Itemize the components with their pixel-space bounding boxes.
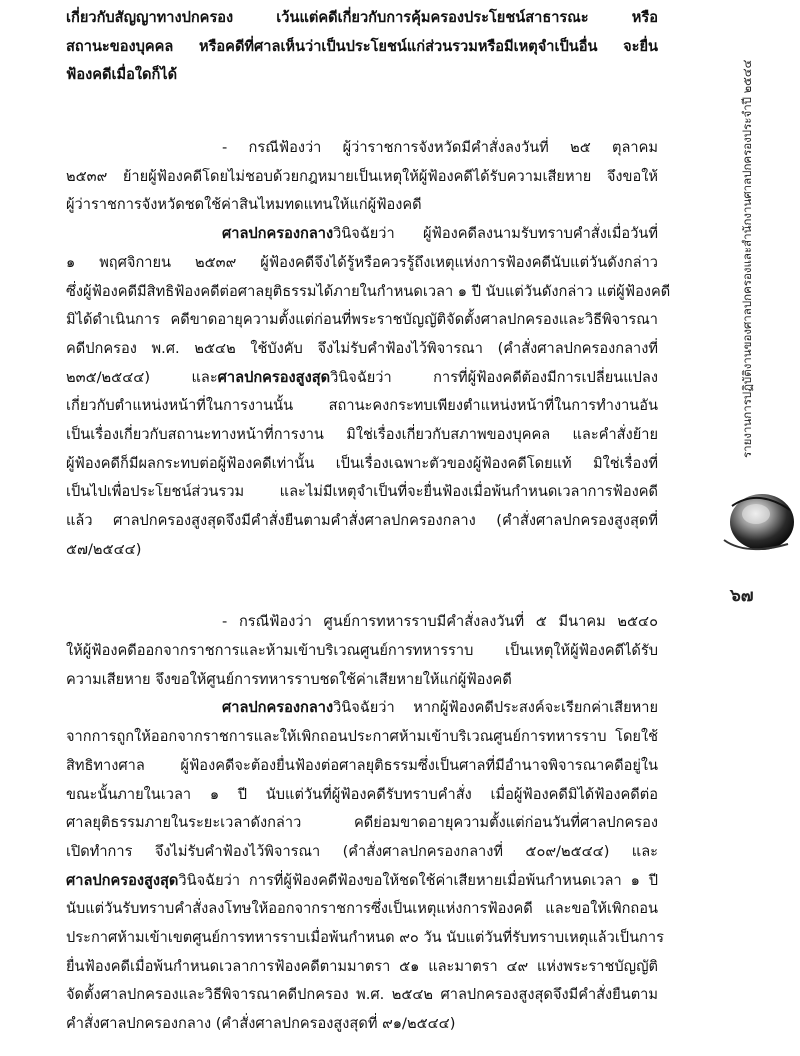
paragraph-gap <box>66 564 658 608</box>
line-text: เป็นไปเพื่อประโยชน์ส่วนรวม และไม่มีเหตุจำเป็นที่จะยื่นฟ้องเมื่อพ้นกำหนดเวลาการฟ้องคดี <box>66 483 658 501</box>
text-line <box>66 1010 658 1039</box>
text-line <box>66 924 664 953</box>
line-text: แล้ว ศาลปกครองสูงสุดจึงมีคำสั่งยืนตามคำสั่งศาลปกครองกลาง (คำสั่งศาลปกครองสูงสุดที่ <box>66 512 658 529</box>
line-text: - กรณีฟ้องว่า ผู้ว่าราชการจังหวัดมีคำสั่งลงวันที่ ๒๕ ตุลาคม <box>222 139 658 157</box>
text-line <box>66 61 658 90</box>
text-line <box>66 895 658 924</box>
line-text: ขณะนั้นภายในเวลา ๑ ปี นับแต่วันที่ผู้ฟ้องคดีรับทราบคำสั่ง เมื่อผู้ฟ้องคดีมิได้ฟ้องคดีต่อ <box>66 785 658 803</box>
line-text: วินิจฉัยว่า การที่ผู้ฟ้องคดีฟ้องขอให้ชดใช้ค่าเสียหายเมื่อพ้นกำหนดเวลา ๑ ปี <box>178 871 658 889</box>
line-text: ๑ พฤศจิกายน ๒๕๓๙ ผู้ฟ้องคดีจึงได้รู้หรือควรรู้ถึงเหตุแห่งการฟ้องคดีนับแต่วันดังกล่าว <box>66 253 658 271</box>
text-line <box>66 306 658 335</box>
text-line <box>66 4 658 33</box>
line-text: ๒๕๓๙ ย้ายผู้ฟ้องคดีโดยไม่ชอบด้วยกฎหมายเป็นเหตุให้ผู้ฟ้องคดีได้รับความเสียหาย จึงขอให้ <box>66 167 658 185</box>
line-text: ยื่นฟ้องคดีเมื่อพ้นกำหนดเวลาการฟ้องคดีตามมาตรา ๕๑ และมาตรา ๔๙ แห่งพระราชบัญญัติ <box>66 957 658 975</box>
paragraph-gap <box>66 90 658 134</box>
line-text: ๕๗/๒๕๔๔) <box>66 540 142 558</box>
text-line <box>66 723 658 752</box>
court-name: ศาลปกครองกลาง <box>222 225 334 243</box>
text-line <box>66 163 658 192</box>
text-line <box>66 981 658 1010</box>
line-text: ความเสียหาย จึงขอให้ศูนย์การทหารราบชดใช้ค่าเสียหายให้แก่ผู้ฟ้องคดี <box>66 670 512 688</box>
text-line <box>66 536 658 565</box>
line-text: เกี่ยวกับสัญญาทางปกครอง เว้นแต่คดีเกี่ยวกับการคุ้มครองประโยชน์สาธารณะ หรือ <box>66 9 658 26</box>
court-emblem-icon <box>718 484 798 564</box>
line-text: ผู้ว่าราชการจังหวัดชดใช้ค่าสินไหมทดแทนให้แก่ผู้ฟ้องคดี <box>66 196 422 214</box>
line-text: คำสั่งศาลปกครองกลาง (คำสั่งศาลปกครองสูงสุดที่ ๙๑/๒๕๔๔) <box>66 1015 456 1032</box>
line-text: เป็นเรื่องเกี่ยวกับสถานะทางหน้าที่การงาน มิใช่เรื่องเกี่ยวกับสภาพของบุคคล และคำสั่งย้าย <box>66 425 658 443</box>
court-name: ศาลปกครองสูงสุด <box>217 368 331 386</box>
page-number: ๖๗ <box>730 586 754 606</box>
text-line <box>66 838 658 867</box>
line-text: สิทธิทางศาล ผู้ฟ้องคดีจะต้องยื่นฟ้องต่อศาลยุติธรรมซึ่งเป็นศาลที่มีอำนาจพิจารณาคดีอยู่ใน <box>66 756 658 774</box>
document-body <box>66 0 671 1039</box>
text-line <box>66 666 658 695</box>
text-line <box>66 478 658 507</box>
court-name: ศาลปกครองกลาง <box>222 699 334 717</box>
line-text: สถานะของบุคคล หรือคดีที่ศาลเห็นว่าเป็นประโยชน์แก่ส่วนรวมหรือมีเหตุจำเป็นอื่น จะยื่น <box>66 37 658 55</box>
text-line <box>66 867 658 896</box>
line-text: วินิจฉัยว่า ผู้ฟ้องคดีลงนามรับทราบคำสั่งเมื่อวันที่ <box>333 225 658 243</box>
text-line <box>66 33 658 62</box>
line-text: เกี่ยวกับตำแหน่งหน้าที่ในการงานนั้น สถานะคงกระทบเพียงตำแหน่งหน้าที่ในการทำงานอัน <box>66 397 658 415</box>
line-text: ๒๓๕/๒๕๔๔) และ <box>66 368 218 386</box>
vertical-report-title: รายงานการปฏิบัติงานของศาลปกครองและสำนักงานศาลปกครองประจำปี ๒๕๔๔ <box>740 59 754 458</box>
text-line <box>66 608 658 637</box>
line-text: เปิดทำการ จึงไม่รับคำฟ้องไว้พิจารณา (คำสั่งศาลปกครองกลางที่ ๕๐๙/๒๕๔๔) และ <box>66 842 658 860</box>
text-line <box>66 752 658 781</box>
line-text: คดีปกครอง พ.ศ. ๒๕๔๒ ใช้บังคับ จึงไม่รับคำฟ้องไว้พิจารณา (คำสั่งศาลปกครองกลางที่ <box>66 339 658 357</box>
line-text: ให้ผู้ฟ้องคดีออกจากราชการและห้ามเข้าบริเวณศูนย์การทหารราบ เป็นเหตุให้ผู้ฟ้องคดีได้รับ <box>66 642 658 660</box>
text-line <box>66 191 658 220</box>
text-line <box>66 809 658 838</box>
text-line <box>66 450 658 479</box>
text-line <box>66 392 658 421</box>
text-line <box>66 220 658 249</box>
court-name: ศาลปกครองสูงสุด <box>66 871 179 889</box>
line-text: นับแต่วันรับทราบคำสั่งลงโทษให้ออกจากราชการซึ่งเป็นเหตุแห่งการฟ้องคดี และขอให้เพิกถอน <box>66 900 658 918</box>
line-text: มิได้ดำเนินการ คดีขาดอายุความตั้งแต่ก่อนที่พระราชบัญญัติจัดตั้งศาลปกครองและวิธีพิจารณา <box>66 311 658 329</box>
line-text: ผู้ฟ้องคดีก็มีผลกระทบต่อผู้ฟ้องคดีเท่านั้น เป็นเรื่องเฉพาะตัวของผู้ฟ้องคดีโดยแท้ มิใช่เรื่องที่ <box>66 454 658 472</box>
text-line <box>66 421 658 450</box>
text-line <box>66 953 658 982</box>
text-line <box>66 134 658 163</box>
line-text: จากการถูกให้ออกจากราชการและให้เพิกถอนประกาศห้ามเข้าบริเวณศูนย์การทหารราบ โดยใช้ <box>66 728 658 746</box>
line-text: ซึ่งผู้ฟ้องคดีมีสิทธิฟ้องคดีต่อศาลยุติธรรมได้ภายในกำหนดเวลา ๑ ปี นับแต่วันดังกล่าว แต่ผู้ฟ้องคดี <box>66 282 671 300</box>
text-line <box>66 637 658 666</box>
text-line <box>66 364 658 393</box>
line-text: - กรณีฟ้องว่า ศูนย์การทหารราบมีคำสั่งลงวันที่ ๕ มีนาคม ๒๕๔๐ <box>222 613 658 631</box>
text-line <box>66 249 658 278</box>
text-line <box>66 507 658 536</box>
line-text: ฟ้องคดีเมื่อใดก็ได้ <box>66 66 178 84</box>
text-line <box>66 335 658 364</box>
line-text: วินิจฉัยว่า การที่ผู้ฟ้องคดีต้องมีการเปลี่ยนแปลง <box>330 368 658 386</box>
line-text: วินิจฉัยว่า หากผู้ฟ้องคดีประสงค์จะเรียกค่าเสียหาย <box>333 699 658 717</box>
text-line <box>66 694 658 723</box>
text-line <box>66 781 658 810</box>
line-text: ศาลยุติธรรมภายในระยะเวลาดังกล่าว คดีย่อมขาดอายุความตั้งแต่ก่อนวันที่ศาลปกครอง <box>66 814 658 832</box>
line-text: ประกาศห้ามเข้าเขตศูนย์การทหารราบเมื่อพ้นกำหนด ๙๐ วัน นับแต่วันที่รับทราบเหตุแล้วเป็นการ <box>66 928 664 946</box>
text-line <box>66 278 671 307</box>
line-text: จัดตั้งศาลปกครองและวิธีพิจารณาคดีปกครอง พ.ศ. ๒๕๔๒ ศาลปกครองสูงสุดจึงมีคำสั่งยืนตาม <box>66 986 658 1004</box>
